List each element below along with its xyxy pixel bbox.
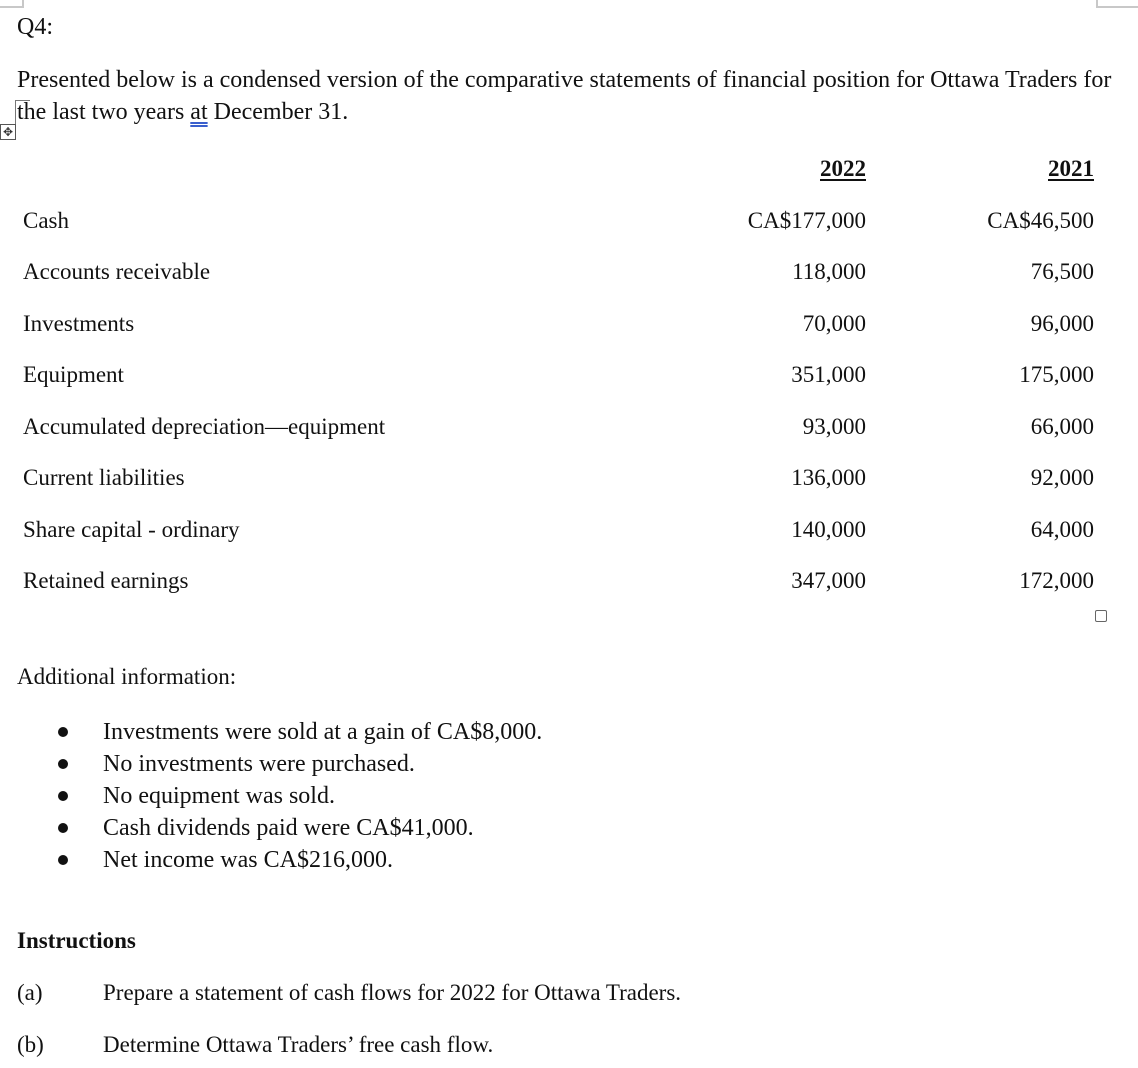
- additional-info-heading: Additional information:: [17, 664, 237, 689]
- question-title: Q4:: [17, 14, 53, 40]
- instructions-heading: Instructions: [17, 928, 136, 953]
- row-value-2021: 96,000: [1030, 310, 1094, 336]
- list-item-text: Net income was CA$216,000.: [103, 847, 393, 873]
- row-value-2022: 140,000: [791, 516, 866, 542]
- row-value-2022: 347,000: [791, 568, 866, 593]
- row-value-2021: 175,000: [1019, 362, 1094, 387]
- row-label: Equipment: [23, 362, 124, 387]
- intro-text-end: December 31.: [207, 99, 349, 125]
- bullet-icon: [58, 727, 68, 737]
- row-value-2021: 76,500: [1030, 259, 1094, 284]
- question-intro: [17, 64, 1117, 128]
- header-year-2021: 2021: [1048, 156, 1094, 181]
- bullet-icon: [58, 791, 68, 801]
- row-value-2022: 136,000: [791, 465, 866, 490]
- table-header-row: [0, 146, 1100, 198]
- row-label: Cash: [23, 207, 69, 233]
- row-value-2022: 70,000: [802, 310, 866, 336]
- instruction-letter: (a): [17, 980, 43, 1005]
- paragraph-bracket-mark: [15, 100, 30, 127]
- bullet-icon: [58, 855, 68, 865]
- table-row: [0, 352, 1100, 404]
- table-row: [0, 249, 1100, 301]
- list-item-text: No investments were purchased.: [103, 751, 415, 777]
- row-value-2021: 66,000: [1030, 413, 1094, 439]
- row-value-2022: 118,000: [792, 259, 866, 284]
- row-value-2022: 351,000: [791, 362, 866, 387]
- row-label: Share capital - ordinary: [23, 516, 240, 542]
- bullet-icon: [58, 823, 68, 833]
- instruction-text: Determine Ottawa Traders’ free cash flow.: [103, 1032, 494, 1057]
- row-label: Investments: [23, 310, 135, 336]
- row-label: Accumulated depreciation—equipment: [23, 413, 386, 439]
- table-row: [0, 198, 1100, 250]
- page-corner-mark-right: [1096, 0, 1138, 8]
- row-value-2022: 93,000: [802, 413, 866, 439]
- row-value-2021: 64,000: [1030, 516, 1094, 542]
- table-row: [0, 507, 1100, 559]
- row-label: Current liabilities: [23, 465, 185, 490]
- list-item-text: Cash dividends paid were CA$41,000.: [103, 815, 474, 841]
- intro-text-start: Presented below is a condensed version of the comparative statements of financial position for Ottawa Traders for the last two years: [17, 67, 1112, 125]
- row-value-2022: CA$177,000: [747, 207, 866, 233]
- row-value-2021: 172,000: [1019, 568, 1094, 593]
- table-move-handle-icon[interactable]: ✥: [0, 124, 16, 140]
- header-year-2022: 2022: [820, 156, 866, 181]
- table-resize-handle-icon[interactable]: [1095, 610, 1107, 622]
- instruction-letter: (b): [17, 1032, 44, 1057]
- instruction-text: Prepare a statement of cash flows for 2022 for Ottawa Traders.: [103, 980, 682, 1005]
- table-row: [0, 301, 1100, 353]
- bullet-icon: [58, 759, 68, 769]
- row-label: Accounts receivable: [23, 259, 211, 284]
- list-item-text: Investments were sold at a gain of CA$8,000.: [103, 719, 543, 745]
- financial-position-table: [0, 146, 1100, 610]
- table-row: [0, 558, 1100, 610]
- table-row: [0, 455, 1100, 507]
- grammar-flagged-word[interactable]: at: [190, 99, 208, 125]
- page-corner-mark-left: [0, 0, 24, 8]
- row-value-2021: CA$46,500: [987, 207, 1094, 233]
- row-value-2021: 92,000: [1030, 465, 1094, 490]
- row-label: Retained earnings: [23, 568, 189, 593]
- table-row: [0, 404, 1100, 456]
- list-item-text: No equipment was sold.: [103, 783, 335, 809]
